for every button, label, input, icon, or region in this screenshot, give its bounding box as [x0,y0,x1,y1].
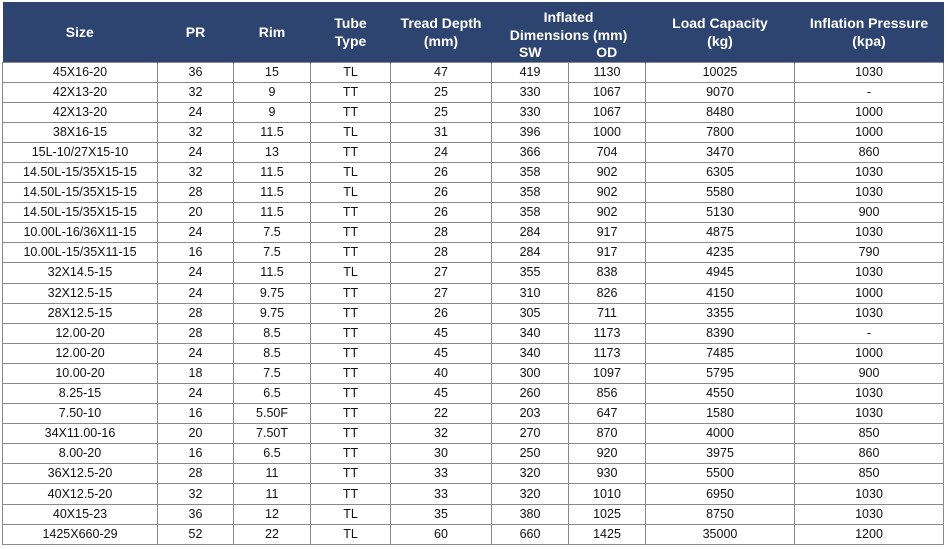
header-inflated-dimensions: Inflated Dimensions (mm) SW OD [492,2,646,62]
load-capacity-cell: 1580 [646,404,795,424]
rim-cell: 7.5 [234,363,311,383]
tread-depth-cell: 25 [391,102,492,122]
rim-cell: 8.5 [234,343,311,363]
pr-cell: 36 [158,62,234,82]
size-cell: 32X14.5-15 [3,263,158,283]
sw-cell: 300 [492,363,569,383]
od-cell: 1067 [569,102,646,122]
rim-cell: 15 [234,62,311,82]
load-capacity-cell: 8750 [646,504,795,524]
tread-depth-cell: 26 [391,303,492,323]
table-row [3,243,944,263]
size-cell: 32X12.5-15 [3,283,158,303]
sw-cell: 358 [492,162,569,182]
od-cell: 826 [569,283,646,303]
pr-cell: 20 [158,203,234,223]
tube-type-cell: TT [311,102,391,122]
table-row [3,323,944,343]
pr-cell: 32 [158,484,234,504]
header-row [3,2,944,62]
sw-cell: 358 [492,183,569,203]
tread-depth-cell: 35 [391,504,492,524]
inflation-pressure-cell: 1030 [795,263,944,283]
tube-type-cell: TT [311,404,391,424]
pr-cell: 32 [158,162,234,182]
size-cell: 10.00L-15/35X11-15 [3,243,158,263]
rim-cell: 11.5 [234,162,311,182]
header-size: Size [3,2,158,62]
sw-cell: 250 [492,444,569,464]
tube-type-cell: TT [311,82,391,102]
tube-type-cell: TL [311,122,391,142]
od-cell: 711 [569,303,646,323]
od-cell: 1130 [569,62,646,82]
size-cell: 40X15-23 [3,504,158,524]
tube-type-cell: TT [311,464,391,484]
sw-cell: 330 [492,82,569,102]
sw-cell: 320 [492,464,569,484]
tube-type-cell: TL [311,162,391,182]
od-cell: 704 [569,142,646,162]
rim-cell: 5.50F [234,404,311,424]
inflation-pressure-cell: 1030 [795,162,944,182]
tread-depth-cell: 27 [391,263,492,283]
table-row [3,263,944,283]
table-row [3,464,944,484]
load-capacity-cell: 7485 [646,343,795,363]
table-row [3,384,944,404]
inflation-pressure-cell: 1030 [795,183,944,203]
rim-cell: 11 [234,464,311,484]
tread-depth-cell: 33 [391,464,492,484]
tread-depth-cell: 40 [391,363,492,383]
header-od: OD [596,43,618,60]
size-cell: 38X16-15 [3,122,158,142]
pr-cell: 24 [158,343,234,363]
inflation-pressure-cell: 1030 [795,504,944,524]
pr-cell: 24 [158,384,234,404]
sw-cell: 396 [492,122,569,142]
od-cell: 1097 [569,363,646,383]
tube-type-cell: TT [311,424,391,444]
size-cell: 14.50L-15/35X15-15 [3,183,158,203]
rim-cell: 8.5 [234,323,311,343]
load-capacity-cell: 5580 [646,183,795,203]
rim-cell: 6.5 [234,384,311,404]
load-capacity-cell: 8390 [646,323,795,343]
tread-depth-cell: 26 [391,162,492,182]
load-capacity-cell: 6305 [646,162,795,182]
size-cell: 28X12.5-15 [3,303,158,323]
tread-depth-cell: 45 [391,323,492,343]
od-cell: 917 [569,243,646,263]
rim-cell: 9.75 [234,283,311,303]
load-capacity-cell: 4235 [646,243,795,263]
tube-type-cell: TL [311,62,391,82]
od-cell: 1173 [569,343,646,363]
load-capacity-cell: 35000 [646,524,795,544]
tread-depth-cell: 28 [391,243,492,263]
sw-cell: 260 [492,384,569,404]
tube-type-cell: TT [311,243,391,263]
pr-cell: 20 [158,424,234,444]
header-load-capacity: Load Capacity (kg) [646,2,795,62]
inflation-pressure-cell: 860 [795,444,944,464]
od-cell: 838 [569,263,646,283]
size-cell: 40X12.5-20 [3,484,158,504]
inflation-pressure-cell: 1000 [795,343,944,363]
header-tube-type: Tube Type [311,2,391,62]
inflation-pressure-cell: - [795,323,944,343]
size-cell: 1425X660-29 [3,524,158,544]
rim-cell: 9.75 [234,303,311,323]
tread-depth-cell: 26 [391,203,492,223]
table-row [3,424,944,444]
rim-cell: 11 [234,484,311,504]
tread-depth-cell: 45 [391,343,492,363]
size-cell: 34X11.00-16 [3,424,158,444]
pr-cell: 18 [158,363,234,383]
pr-cell: 16 [158,243,234,263]
inflation-pressure-cell: 1200 [795,524,944,544]
load-capacity-cell: 9070 [646,82,795,102]
tread-depth-cell: 33 [391,484,492,504]
rim-cell: 7.5 [234,243,311,263]
tube-type-cell: TT [311,444,391,464]
od-cell: 1010 [569,484,646,504]
load-capacity-cell: 4875 [646,223,795,243]
tube-type-cell: TT [311,363,391,383]
table-row [3,363,944,383]
od-cell: 647 [569,404,646,424]
inflation-pressure-cell: 1030 [795,303,944,323]
table-row [3,283,944,303]
inflation-pressure-cell: 900 [795,363,944,383]
table-row [3,162,944,182]
size-cell: 7.50-10 [3,404,158,424]
pr-cell: 28 [158,303,234,323]
rim-cell: 9 [234,102,311,122]
load-capacity-cell: 4000 [646,424,795,444]
table-row [3,183,944,203]
rim-cell: 7.50T [234,424,311,444]
sw-cell: 419 [492,62,569,82]
header-inflation-pressure: Inflation Pressure (kpa) [795,2,944,62]
inflation-pressure-cell: 900 [795,203,944,223]
table-row [3,484,944,504]
table-row [3,524,944,544]
header-tread-depth: Tread Depth (mm) [391,2,492,62]
table-row [3,223,944,243]
size-cell: 15L-10/27X15-10 [3,142,158,162]
tube-type-cell: TT [311,303,391,323]
rim-cell: 11.5 [234,122,311,142]
od-cell: 1173 [569,323,646,343]
tread-depth-cell: 45 [391,384,492,404]
table-row [3,62,944,82]
pr-cell: 24 [158,223,234,243]
pr-cell: 28 [158,323,234,343]
table-body [3,62,944,544]
sw-cell: 340 [492,323,569,343]
size-cell: 10.00-20 [3,363,158,383]
pr-cell: 28 [158,464,234,484]
size-cell: 12.00-20 [3,323,158,343]
table-row [3,122,944,142]
load-capacity-cell: 4945 [646,263,795,283]
inflation-pressure-cell: 1000 [795,122,944,142]
inflation-pressure-cell: 1030 [795,384,944,404]
pr-cell: 24 [158,102,234,122]
rim-cell: 11.5 [234,203,311,223]
sw-cell: 203 [492,404,569,424]
tread-depth-cell: 25 [391,82,492,102]
tread-depth-cell: 27 [391,283,492,303]
load-capacity-cell: 10025 [646,62,795,82]
od-cell: 1000 [569,122,646,142]
size-cell: 42X13-20 [3,82,158,102]
sw-cell: 380 [492,504,569,524]
od-cell: 917 [569,223,646,243]
rim-cell: 11.5 [234,183,311,203]
tread-depth-cell: 47 [391,62,492,82]
sw-cell: 340 [492,343,569,363]
table-row [3,203,944,223]
table-row [3,444,944,464]
table-row [3,504,944,524]
tread-depth-cell: 22 [391,404,492,424]
table-row [3,343,944,363]
size-cell: 14.50L-15/35X15-15 [3,162,158,182]
header-rim: Rim [234,2,311,62]
tube-type-cell: TL [311,263,391,283]
sw-cell: 355 [492,263,569,283]
tread-depth-cell: 24 [391,142,492,162]
pr-cell: 24 [158,142,234,162]
inflation-pressure-cell: 850 [795,424,944,444]
size-cell: 12.00-20 [3,343,158,363]
load-capacity-cell: 5795 [646,363,795,383]
load-capacity-cell: 5130 [646,203,795,223]
inflation-pressure-cell: 1030 [795,223,944,243]
rim-cell: 13 [234,142,311,162]
rim-cell: 9 [234,82,311,102]
sw-cell: 330 [492,102,569,122]
tube-type-cell: TT [311,223,391,243]
tube-type-cell: TT [311,203,391,223]
od-cell: 920 [569,444,646,464]
od-cell: 1425 [569,524,646,544]
od-cell: 1067 [569,82,646,102]
tire-spec-table [2,2,944,545]
tread-depth-cell: 32 [391,424,492,444]
size-cell: 36X12.5-20 [3,464,158,484]
load-capacity-cell: 7800 [646,122,795,142]
od-cell: 1025 [569,504,646,524]
rim-cell: 12 [234,504,311,524]
pr-cell: 52 [158,524,234,544]
load-capacity-cell: 3470 [646,142,795,162]
sw-cell: 310 [492,283,569,303]
tube-type-cell: TT [311,484,391,504]
tube-type-cell: TL [311,524,391,544]
sw-cell: 358 [492,203,569,223]
tube-type-cell: TT [311,323,391,343]
od-cell: 902 [569,183,646,203]
sw-cell: 270 [492,424,569,444]
tread-depth-cell: 60 [391,524,492,544]
size-cell: 8.25-15 [3,384,158,404]
pr-cell: 24 [158,263,234,283]
inflation-pressure-cell: 860 [795,142,944,162]
tube-type-cell: TT [311,343,391,363]
od-cell: 930 [569,464,646,484]
tube-type-cell: TL [311,183,391,203]
od-cell: 856 [569,384,646,404]
tube-type-cell: TT [311,384,391,404]
load-capacity-cell: 5500 [646,464,795,484]
sw-cell: 284 [492,223,569,243]
load-capacity-cell: 3355 [646,303,795,323]
table-row [3,404,944,424]
header-sw: SW [518,43,542,60]
load-capacity-cell: 4150 [646,283,795,303]
size-cell: 10.00L-16/36X11-15 [3,223,158,243]
pr-cell: 24 [158,283,234,303]
tread-depth-cell: 31 [391,122,492,142]
tube-type-cell: TT [311,283,391,303]
inflation-pressure-cell: 1000 [795,283,944,303]
sw-cell: 366 [492,142,569,162]
inflation-pressure-cell: 1030 [795,484,944,504]
pr-cell: 32 [158,122,234,142]
od-cell: 902 [569,203,646,223]
tread-depth-cell: 26 [391,183,492,203]
size-cell: 14.50L-15/35X15-15 [3,203,158,223]
rim-cell: 22 [234,524,311,544]
load-capacity-cell: 3975 [646,444,795,464]
sw-cell: 284 [492,243,569,263]
pr-cell: 16 [158,444,234,464]
tube-type-cell: TL [311,504,391,524]
size-cell: 45X16-20 [3,62,158,82]
tube-type-cell: TT [311,142,391,162]
table-row [3,102,944,122]
inflation-pressure-cell: 1030 [795,62,944,82]
rim-cell: 11.5 [234,263,311,283]
table-row [3,303,944,323]
inflation-pressure-cell: - [795,82,944,102]
size-cell: 42X13-20 [3,102,158,122]
size-cell: 8.00-20 [3,444,158,464]
rim-cell: 7.5 [234,223,311,243]
od-cell: 870 [569,424,646,444]
od-cell: 902 [569,162,646,182]
load-capacity-cell: 8480 [646,102,795,122]
sw-cell: 305 [492,303,569,323]
table-row [3,142,944,162]
pr-cell: 32 [158,82,234,102]
inflation-pressure-cell: 850 [795,464,944,484]
pr-cell: 36 [158,504,234,524]
tread-depth-cell: 30 [391,444,492,464]
tread-depth-cell: 28 [391,223,492,243]
inflation-pressure-cell: 1030 [795,404,944,424]
rim-cell: 6.5 [234,444,311,464]
load-capacity-cell: 4550 [646,384,795,404]
inflation-pressure-cell: 1000 [795,102,944,122]
header-pr: PR [158,2,234,62]
pr-cell: 28 [158,183,234,203]
pr-cell: 16 [158,404,234,424]
sw-cell: 320 [492,484,569,504]
table-row [3,82,944,102]
load-capacity-cell: 6950 [646,484,795,504]
table-header [3,2,944,62]
sw-cell: 660 [492,524,569,544]
inflation-pressure-cell: 790 [795,243,944,263]
